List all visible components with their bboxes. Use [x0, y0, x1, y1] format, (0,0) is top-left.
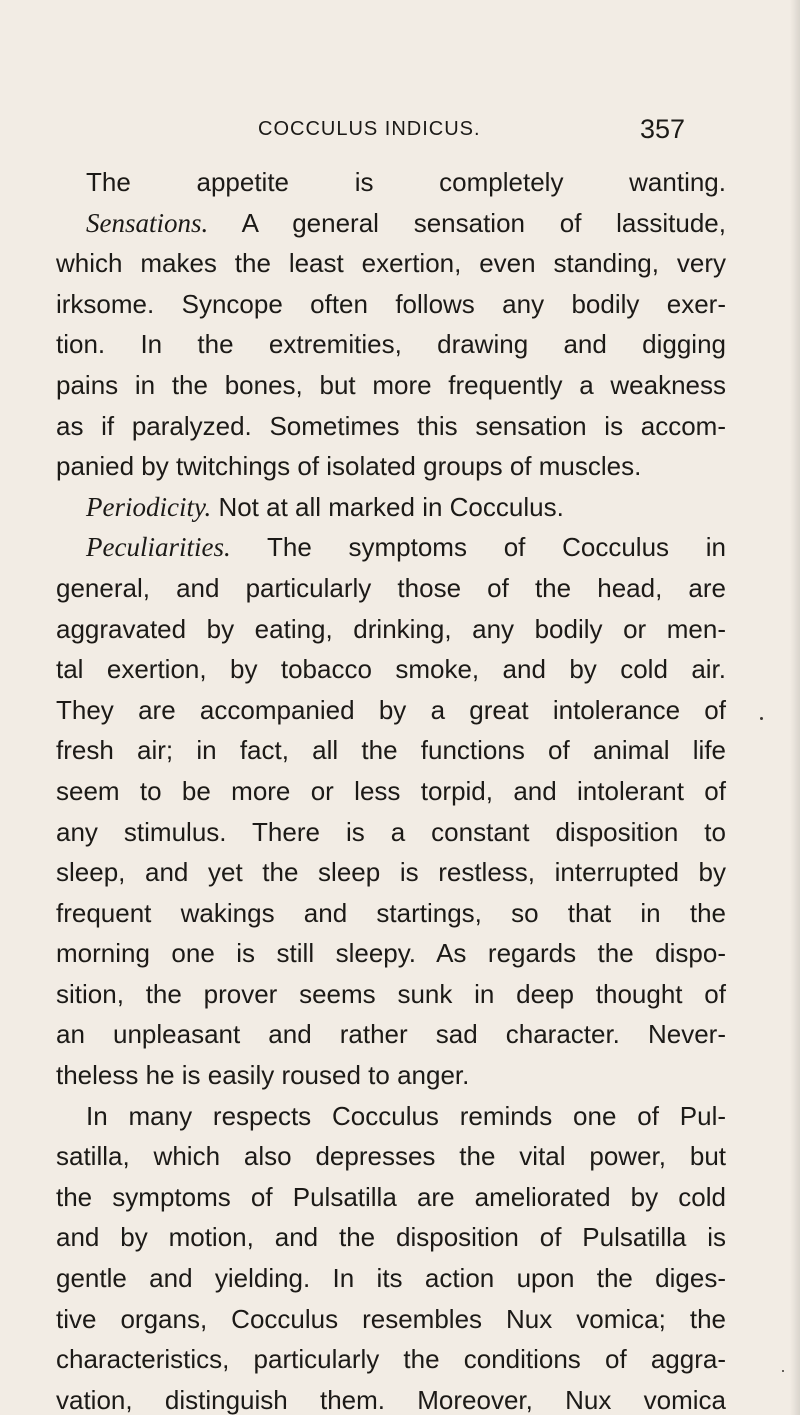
text-line: pains in the bones, but more frequently a weakness [56, 369, 726, 400]
text-line: the symptoms of Pulsatilla are ameliorated by cold [56, 1181, 726, 1212]
text-line: tal exertion, by tobacco smoke, and by cold air. [56, 654, 726, 685]
body-text [56, 162, 726, 1415]
print-speck [782, 1370, 784, 1372]
text-line: panied by twitchings of isolated groups of muscles. [56, 451, 642, 482]
text-line: which makes the least exertion, even standing, very [56, 248, 726, 279]
section-label: Sensations. [86, 207, 209, 238]
text-line: gentle and yielding. In its action upon the diges- [56, 1263, 726, 1294]
text-line: vation, distinguish them. Moreover, Nux vomica [56, 1384, 726, 1415]
section-text: The symptoms of Cocculus in [230, 532, 726, 563]
text-line: frequent wakings and startings, so that in the [56, 897, 726, 928]
section-heading-line [56, 203, 726, 244]
section-text: A general sensation of lassitude, [208, 207, 726, 238]
section-label: Periodicity. [86, 491, 212, 522]
page-number: 357 [640, 114, 686, 144]
text-line: seem to be more or less torpid, and intolerant of [56, 775, 726, 806]
running-head: COCCULUS INDICUS. [258, 118, 481, 140]
section-text: Not at all marked in Cocculus. [211, 491, 564, 522]
page-header [0, 108, 800, 148]
text-line: tion. In the extremities, drawing and digging [56, 329, 726, 360]
text-line: In many respects Cocculus reminds one of Pul- [86, 1100, 726, 1131]
text-line: sleep, and yet the sleep is restless, interrupted by [56, 857, 726, 888]
text-line: aggravated by eating, drinking, any bodily or men- [56, 613, 726, 644]
text-line: theless he is easily roused to anger. [56, 1060, 470, 1091]
text-line: They are accompanied by a great intolerance of [56, 694, 726, 725]
text-line: sition, the prover seems sunk in deep thought of [56, 978, 726, 1009]
section-label: Peculiarities. [86, 532, 231, 563]
text-line: The appetite is completely wanting. [86, 167, 726, 197]
text-line: irksome. Syncope often follows any bodily exer- [56, 288, 726, 319]
text-line: general, and particularly those of the head, are [56, 572, 726, 603]
print-speck [760, 717, 763, 720]
text-line: fresh air; in fact, all the functions of animal life [56, 735, 726, 766]
text-line: and by motion, and the disposition of Pulsatilla is [56, 1222, 726, 1253]
section-heading-line [56, 487, 726, 528]
text-line: an unpleasant and rather sad character. Never- [56, 1019, 726, 1050]
text-line: tive organs, Cocculus resembles Nux vomica; the [56, 1303, 726, 1334]
page-edge-shadow [790, 0, 800, 1415]
text-line: any stimulus. There is a constant disposition to [56, 816, 726, 847]
section-heading-line [56, 527, 726, 568]
text-line: as if paralyzed. Sometimes this sensation is accom- [56, 410, 726, 441]
text-line: characteristics, particularly the conditions of aggra- [56, 1344, 726, 1375]
text-line: morning one is still sleepy. As regards the dispo- [56, 938, 726, 969]
text-line: satilla, which also depresses the vital power, but [56, 1141, 726, 1172]
